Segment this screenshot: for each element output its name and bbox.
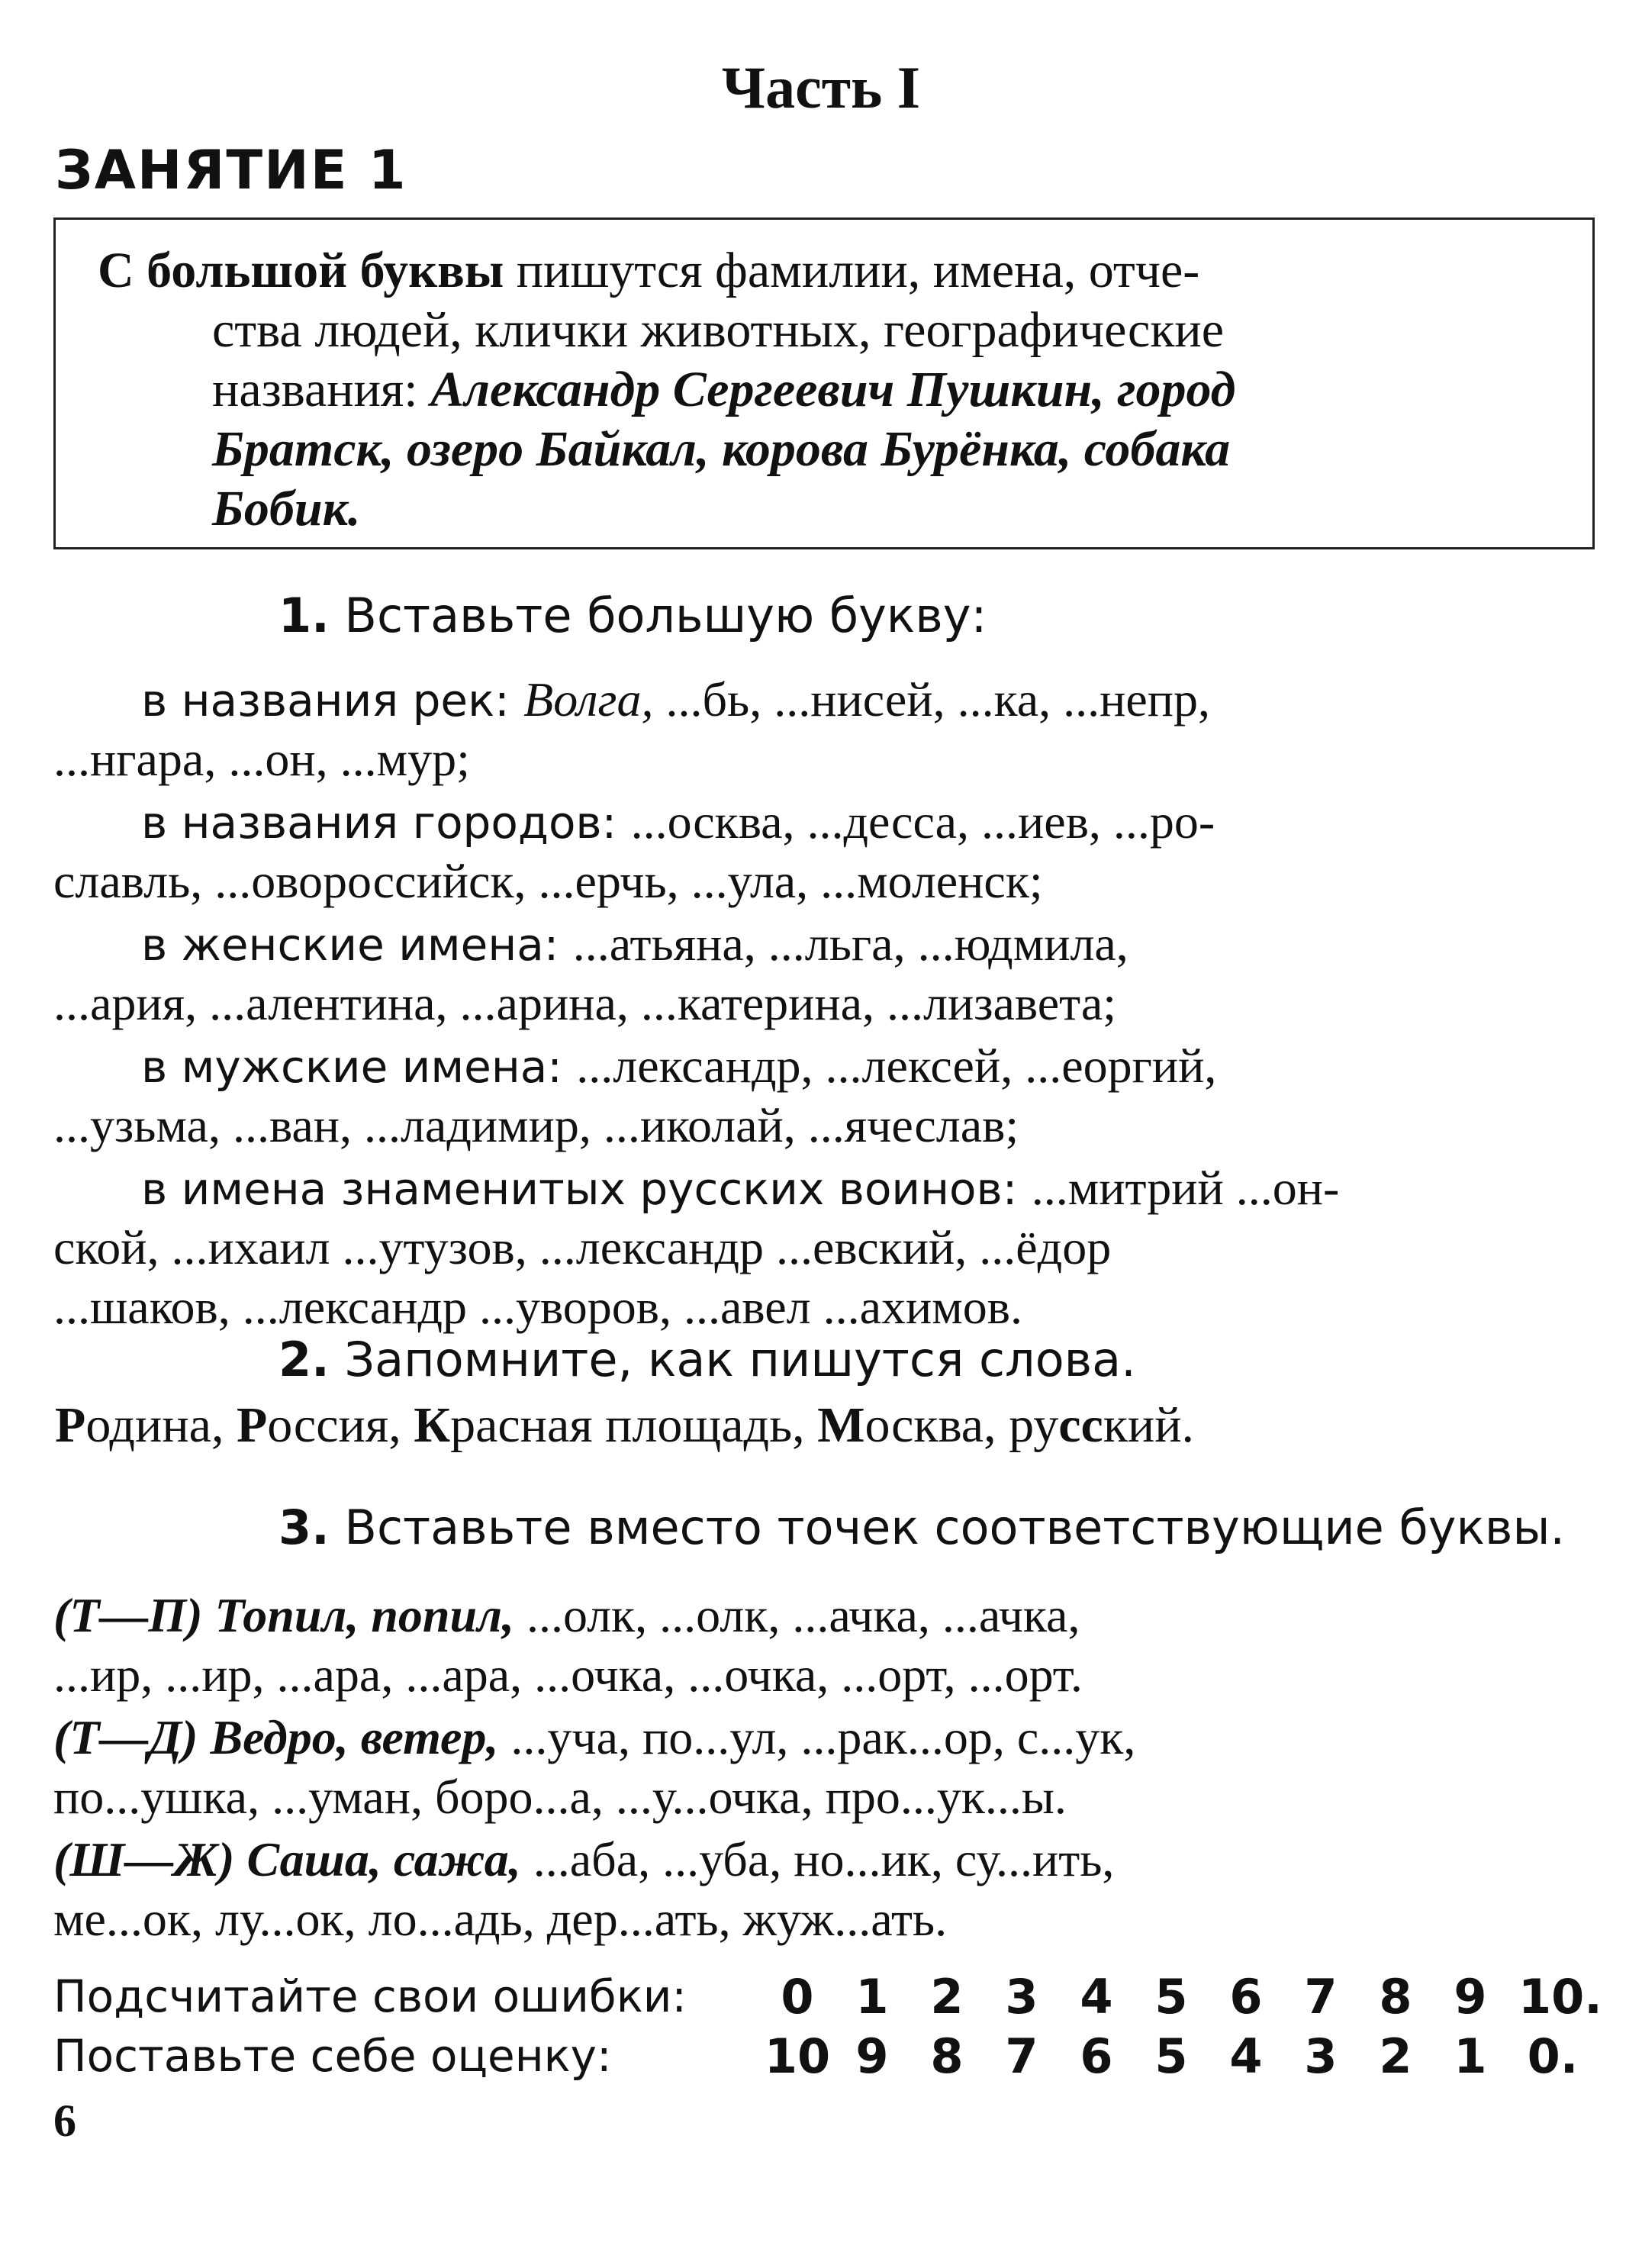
task-1-line [141,916,1128,972]
exercise-text: ...аба, ...уба, но...ик, су...ить, [520,1832,1115,1886]
rule-text: пишутся фамилии, имена, отче- [504,243,1200,298]
error-count: 6 [1229,1969,1263,2025]
task-3-heading [278,1500,1565,1555]
grade-value: 1 [1454,2028,1487,2084]
exercise-text: ...ир, ...ир, ...ара, ...ара, ...очка, ...очка, ...орт, ...орт. [53,1648,1083,1702]
exercise-text: ...атьяна, ...льга, ...юдмила, [572,917,1128,971]
task-1-line [141,1160,1339,1216]
exercise-text: по...ушка, ...уман, боро...а, ...у...очка, про...ук...ы. [53,1770,1067,1824]
task-3-line [53,1647,1083,1703]
exercise-text: ...митрий ...он- [1031,1161,1340,1215]
error-count: 1 [855,1969,889,2025]
letter-pair: (Т—Д) [53,1710,198,1764]
grade-value: 2 [1379,2028,1412,2084]
grade-value: 10 [764,2028,831,2084]
emphasized-letters: Р [236,1397,268,1453]
error-count: 0 [781,1969,814,2025]
exercise-text: ме...ок, лу...ок, ло...адь, дер...ать, жуж...ать. [53,1892,948,1946]
task-1-line [53,1219,1111,1276]
task-2-words [55,1397,1194,1455]
task-number: 2. [278,1332,330,1387]
rule-line [98,241,1199,301]
task-1-heading [278,588,987,643]
example-word: Волга, [523,672,654,726]
exercise-text: ...ария, ...алентина, ...арина, ...катерина, ...лизавета; [53,976,1117,1030]
part-title: Часть I [721,54,921,121]
line-label: в мужские имена: [141,1041,577,1093]
task-number: 1. [278,588,330,643]
task-1-line [53,1279,1022,1335]
grade-value: 9 [855,2028,889,2084]
task-1-line [53,731,470,788]
emphasized-letters: К [414,1397,451,1453]
emphasized-letters: М [817,1397,865,1453]
rule-emphasis: С большой буквы [98,243,504,298]
error-count: 10. [1518,1969,1602,2025]
task-1-line [141,794,1215,850]
lesson-title: ЗАНЯТИЕ 1 [55,139,407,201]
rule-example: Бобик. [212,481,361,536]
grade-value: 5 [1154,2028,1188,2084]
task-1-line [53,975,1116,1032]
example-word: Топил, попил, [214,1588,514,1642]
exercise-text: ...бь, ...нисей, ...ка, ...непр, [653,672,1211,726]
word-text: расная площадь, [450,1397,818,1453]
exercise-text: ской, ...ихаил ...утузов, ...лександр ...евский, ...ёдор [53,1220,1112,1274]
task-1-line [53,853,1043,910]
task-number: 3. [278,1500,330,1555]
emphasized-letters: сс [1058,1397,1103,1453]
page-number: 6 [53,2096,76,2146]
grade-label: Поставьте себе оценку: [53,2030,612,2082]
exercise-text: ...лександр, ...лексей, ...еоргий, [576,1039,1217,1093]
error-count: 4 [1080,1969,1113,2025]
rule-line [212,360,1235,420]
grade-value: 7 [1005,2028,1038,2084]
task-3-line [53,1587,1080,1644]
error-count: 9 [1454,1969,1487,2025]
letter-pair: (Т—П) [53,1588,203,1642]
exercise-text: славль, ...овороссийск, ...ерчь, ...ула, ...моленск; [53,854,1043,908]
task-1-line [53,1097,1019,1154]
exercise-text: ...узьма, ...ван, ...ладимир, ...иколай, ...ячеслав; [53,1098,1019,1152]
line-label: в названия городов: [141,797,631,849]
letter-pair: (Ш—Ж) [53,1832,235,1886]
example-word: Саша, сажа, [246,1832,521,1886]
rule-example: Братск, озеро Байкал, корова Бурёнка, собака [212,421,1231,477]
task-heading: Запомните, как пишутся слова. [344,1332,1136,1387]
exercise-text: ...уча, по...ул, ...рак...ор, с...ук, [498,1710,1136,1764]
task-1-line [141,672,1210,728]
task-3-line [53,1769,1067,1825]
errors-label: Подсчитайте свои ошибки: [53,1970,687,2022]
error-count: 3 [1005,1969,1038,2025]
grade-value: 6 [1080,2028,1113,2084]
example-word: Ведро, ветер, [210,1710,499,1764]
task-heading: Вставьте большую букву: [344,588,987,643]
exercise-text: ...олк, ...олк, ...ачка, ...ачка, [514,1588,1080,1642]
line-label: в имена знаменитых русских воинов: [141,1163,1032,1215]
exercise-text: ...шаков, ...лександр ...уворов, ...авел ...ахимов. [53,1280,1022,1334]
task-heading: Вставьте вместо точек соответствующие буквы. [344,1500,1566,1555]
word-text: ру [1009,1397,1059,1453]
error-count: 7 [1304,1969,1338,2025]
task-2-heading [278,1332,1136,1387]
word-text: кий. [1103,1397,1195,1453]
task-3-line [53,1891,947,1947]
rule-line: ства людей, клички животных, географические [212,302,1225,358]
rule-text: названия: [212,362,431,417]
rule-example: Александр Сергеевич Пушкин, город [430,362,1236,417]
error-count: 5 [1154,1969,1188,2025]
line-label: в названия рек: [141,675,524,726]
word-text: одина, [85,1397,237,1453]
word-text: осква, [864,1397,1009,1453]
exercise-text: ...нгара, ...он, ...мур; [53,732,470,786]
word-text: оссия, [267,1397,414,1453]
task-3-line [53,1709,1135,1766]
error-count: 2 [930,1969,964,2025]
grade-value: 4 [1229,2028,1263,2084]
error-count: 8 [1379,1969,1412,2025]
task-3-line [53,1831,1114,1888]
exercise-text: ...осква, ...десса, ...иев, ...ро- [630,794,1215,849]
line-label: в женские имена: [141,919,573,971]
grade-value: 8 [930,2028,964,2084]
grade-value: 0. [1527,2028,1579,2084]
grade-value: 3 [1304,2028,1338,2084]
emphasized-letters: Р [55,1397,86,1453]
rule-box [53,217,1595,549]
task-1-line [141,1038,1216,1094]
